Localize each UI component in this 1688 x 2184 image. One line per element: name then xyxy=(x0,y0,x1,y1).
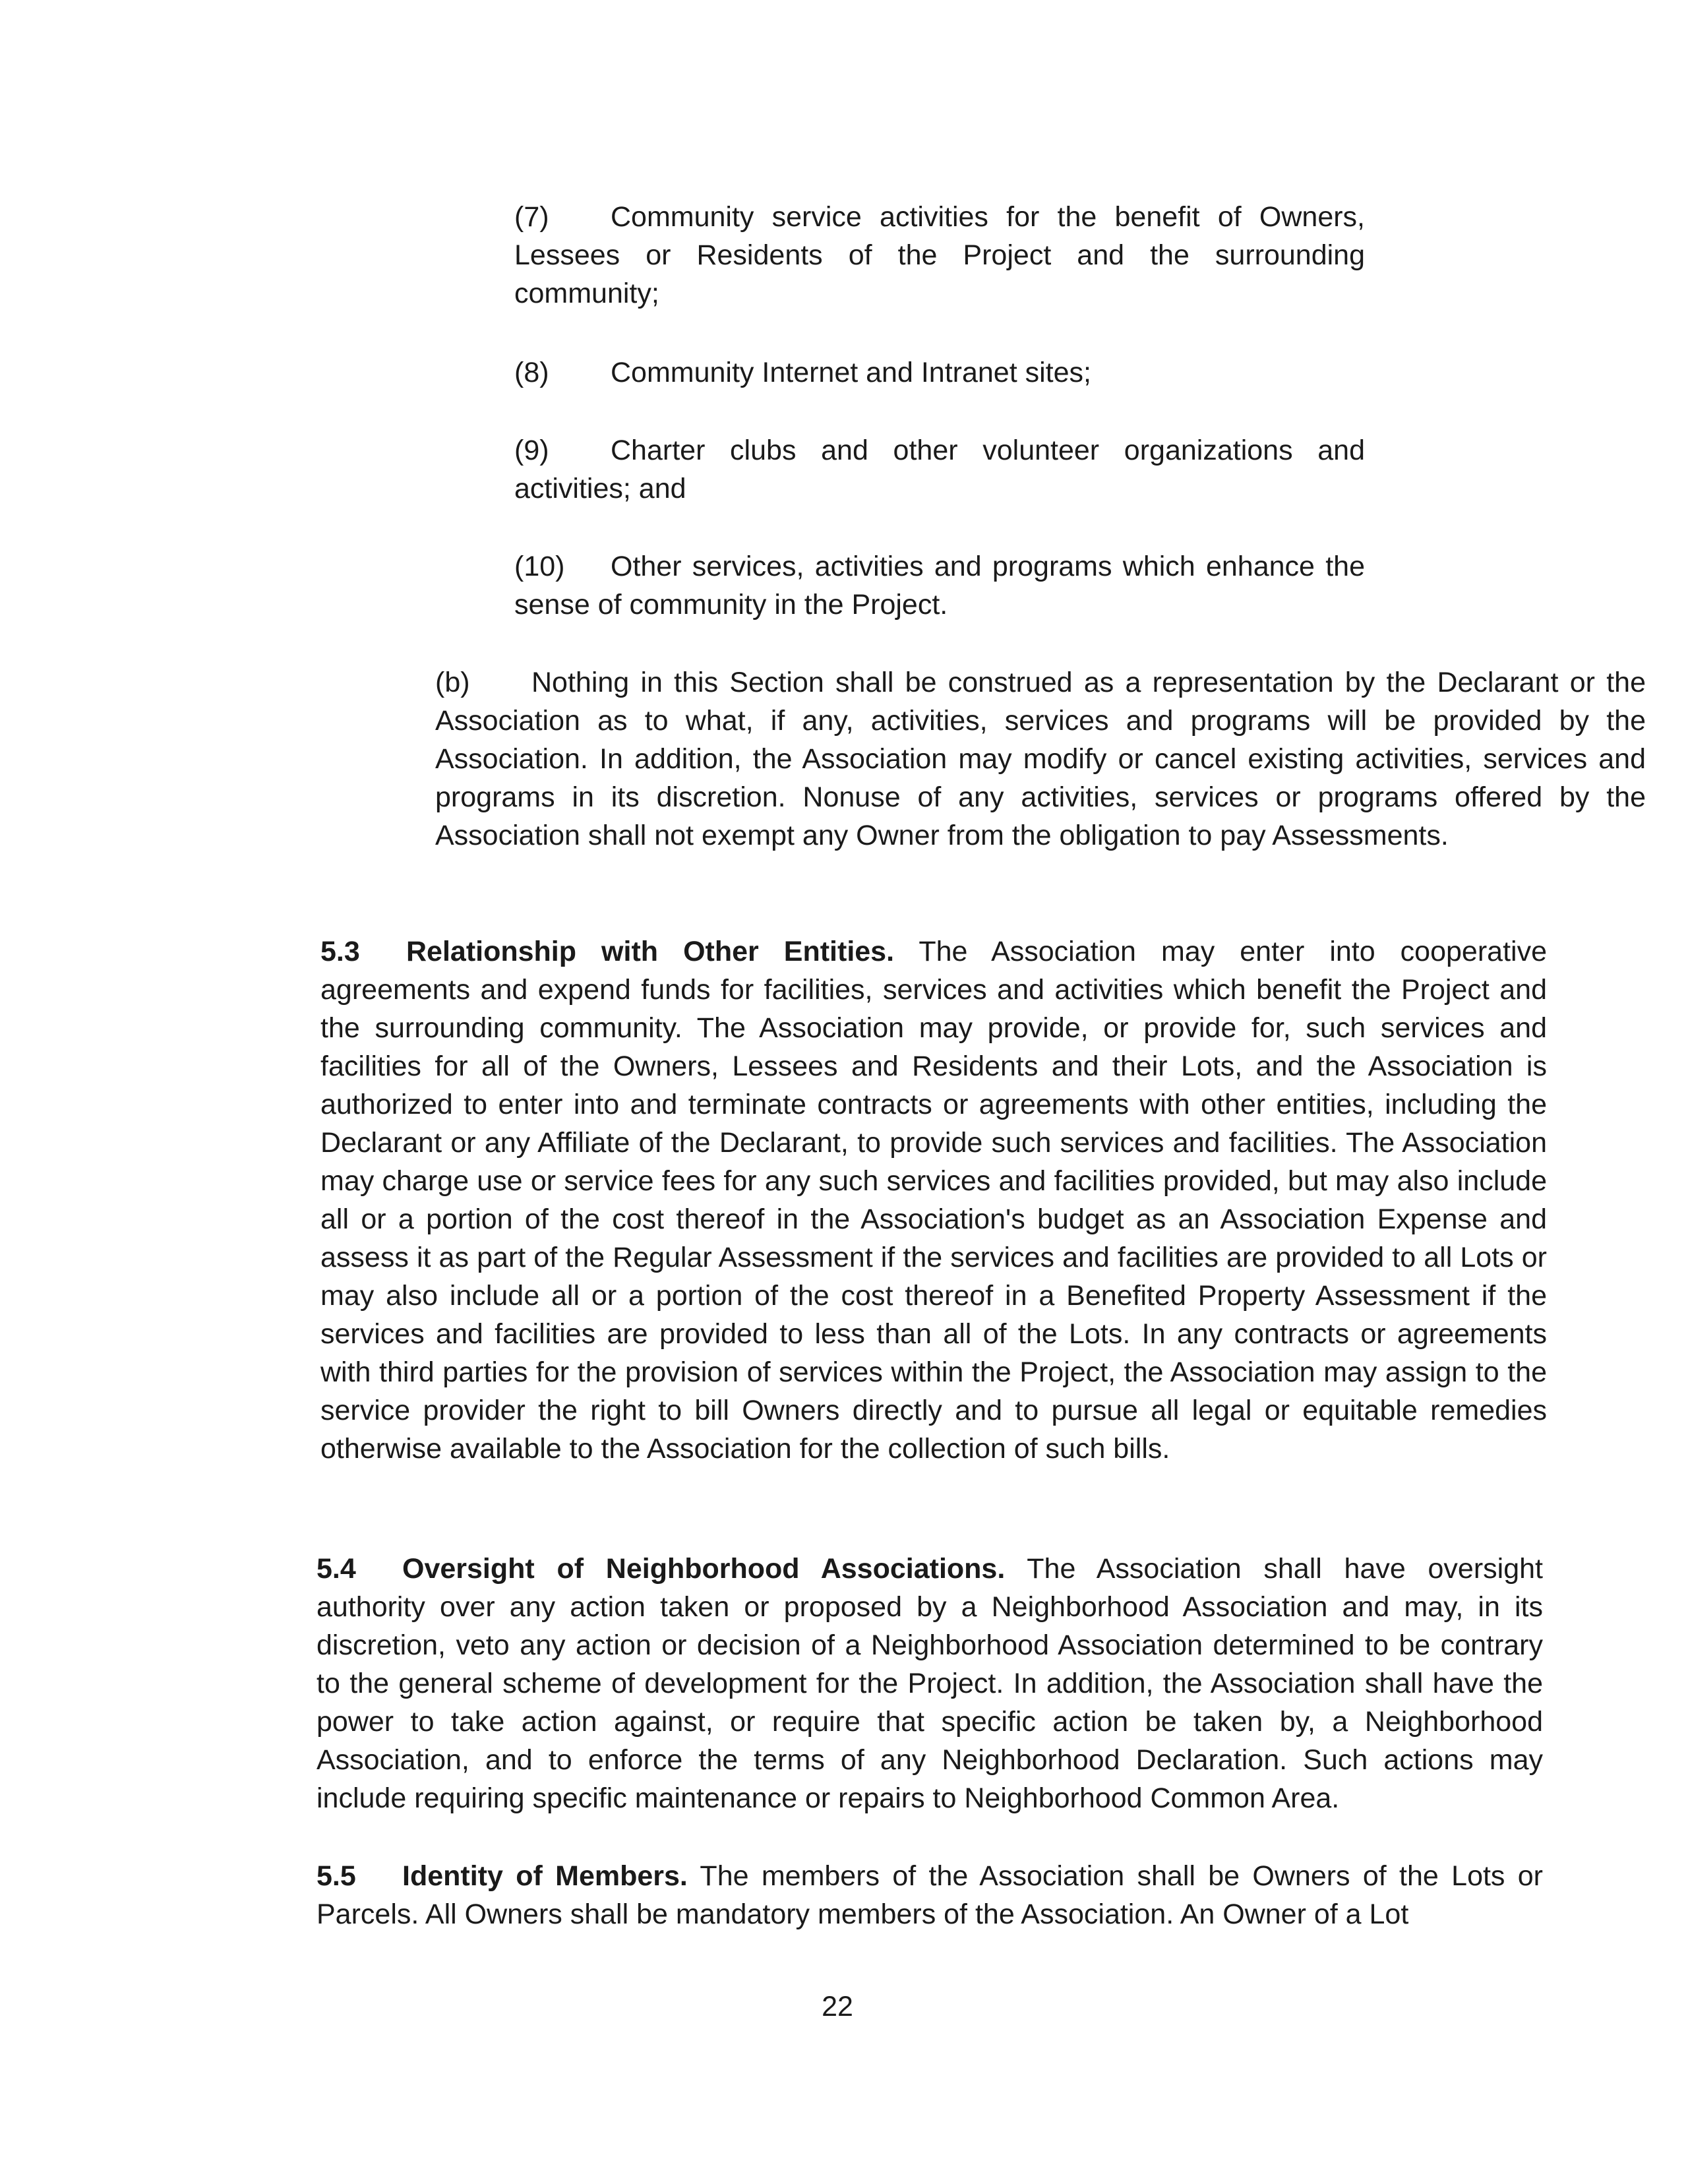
list-item-number: (8) xyxy=(514,357,549,388)
section-5-5 xyxy=(224,1857,1543,1933)
list-item-10 xyxy=(422,547,1365,624)
list-item-8 xyxy=(422,353,1365,392)
list-item-number: (9) xyxy=(514,435,549,466)
section-5-4 xyxy=(224,1550,1543,1817)
section-heading: Oversight of Neighborhood Associations. xyxy=(402,1553,1006,1585)
list-item-9 xyxy=(422,431,1365,508)
section-heading: Relationship with Other Entities. xyxy=(406,936,895,967)
section-number: 5.3 xyxy=(320,936,360,967)
paragraph-b xyxy=(244,663,1646,855)
section-text: The Association shall have oversight authority over any action taken or proposed by a Neighborhood Association and may, in its discretion, veto any action or decision of a Neighborhood Association determined to be contrary to the general scheme of development for the Project. In addition, the Association shall have the power to take action against, or require that specific action be taken by, a Neighborhood Association, and to enforce the terms of any Neighborhood Declaration. Such actions may include requiring specific maintenance or repairs to Neighborhood Common Area. xyxy=(316,1553,1543,1814)
section-5-3 xyxy=(228,932,1547,1468)
section-text: The members of the Association shall be Owners of the Lots or Parcels. All Owners shall be mandatory members of the Association. An Owner of a Lot xyxy=(316,1860,1543,1930)
list-item-number: (10) xyxy=(514,551,565,582)
list-item-text: Charter clubs and other volunteer organizations and activities; and xyxy=(514,435,1365,504)
list-item-text: Other services, activities and programs which enhance the sense of community in the Project. xyxy=(514,551,1365,621)
paragraph-text: Nothing in this Section shall be construed as a representation by the Declarant or the Association as to what, if any, activities, services and programs will be provided by the Association. In addition, the Association may modify or cancel existing activities, services and programs in its discretion. Nonuse of any activities, services or programs offered by the Association shall not exempt any Owner from the obligation to pay Assessments. xyxy=(435,667,1646,851)
list-item-text: Community service activities for the benefit of Owners, Lessees or Residents of the Project and the surrounding community; xyxy=(514,201,1365,309)
page-number: 22 xyxy=(822,1991,853,2022)
section-number: 5.4 xyxy=(316,1553,356,1585)
section-text: The Association may enter into cooperative agreements and expend funds for facilities, services and activities which benefit the Project and the surrounding community. The Association may provide, or provide for, such services and facilities for all of the Owners, Lessees and Residents and their Lots, and the Association is authorized to enter into and terminate contracts or agreements with other entities, including the Declarant or any Affiliate of the Declarant, to provide such services and facilities. The Association may charge use or service fees for any such services and facilities provided, but may also include all or a portion of the cost thereof in the Association's budget as an Association Expense and assess it as part of the Regular Assessment if the services and facilities are provided to all Lots or may also include all or a portion of the cost thereof in a Benefited Property Assessment if the services and facilities are provided to less than all of the Lots. In any contracts or agreements with third parties for the provision of services within the Project, the Association may assign to the service provider the right to bill Owners directly and to pursue all legal or equitable remedies otherwise available to the Association for the collection of such bills. xyxy=(320,936,1547,1465)
list-item-7 xyxy=(422,198,1365,313)
list-item-number: (7) xyxy=(514,201,549,233)
section-number: 5.5 xyxy=(316,1860,356,1892)
paragraph-number: (b) xyxy=(435,667,470,698)
section-heading: Identity of Members. xyxy=(402,1860,688,1892)
list-item-text: Community Internet and Intranet sites; xyxy=(611,357,1091,388)
